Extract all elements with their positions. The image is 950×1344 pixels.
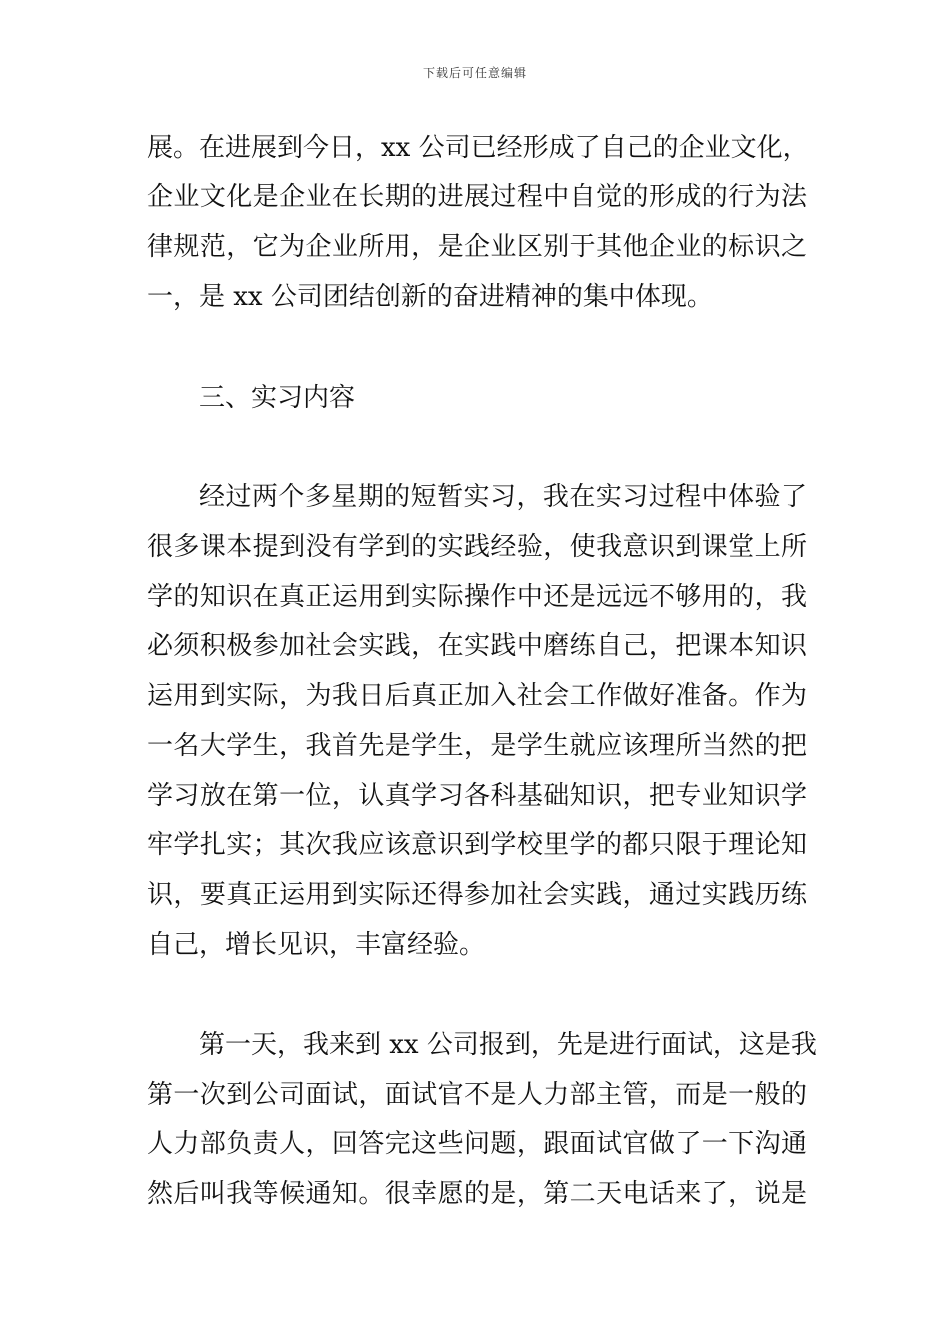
paragraph3-line-4: 然后叫我等候通知。很幸愿的是，第二天电话来了，说是 [147,1179,807,1209]
paragraph2-line-7: 学习放在第一位，认真学习各科基础知识，把专业知识学 [147,781,807,811]
paragraph1-line-4: 一，是 xx 公司团结创新的奋进精神的集中体现。 [147,282,713,312]
paragraph3-line-3: 人力部负责人，回答完这些问题，跟面试官做了一下沟通 [147,1129,807,1159]
header-note: 下载后可任意编辑 [422,66,527,80]
paragraph3-line-1: 第一天，我来到 xx 公司报到，先是进行面试，这是我 [199,1030,817,1060]
paragraph2-line-5: 运用到实际，为我日后真正加入社会工作做好准备。作为 [147,681,807,711]
paragraph2-line-2: 很多课本提到没有学到的实践经验，使我意识到课堂上所 [147,532,807,562]
paragraph3-line-2: 第一次到公司面试，面试官不是人力部主管，而是一般的 [147,1080,807,1110]
paragraph1-line-1: 展。在进展到今日，xx 公司已经形成了自己的企业文化， [147,133,809,163]
paragraph2-line-10: 自己，增长见识，丰富经验。 [147,930,486,960]
paragraph1-line-3: 律规范，它为企业所用，是企业区别于其他企业的标识之 [147,232,807,262]
paragraph2-line-1: 经过两个多星期的短暂实习，我在实习过程中体验了 [199,482,807,512]
section-heading: 三、实习内容 [199,383,356,413]
paragraph2-line-4: 必须积极参加社会实践，在实践中磨练自己，把课本知识 [147,631,807,661]
paragraph2-line-9: 识，要真正运用到实际还得参加社会实践，通过实践历练 [147,880,807,910]
paragraph2-line-8: 牢学扎实；其次我应该意识到学校里学的都只限于理论知 [147,830,807,860]
paragraph2-line-3: 学的知识在真正运用到实际操作中还是远远不够用的，我 [147,582,807,612]
paragraph1-line-2: 企业文化是企业在长期的进展过程中自觉的形成的行为法 [147,182,807,212]
paragraph2-line-6: 一名大学生，我首先是学生，是学生就应该理所当然的把 [147,731,807,761]
